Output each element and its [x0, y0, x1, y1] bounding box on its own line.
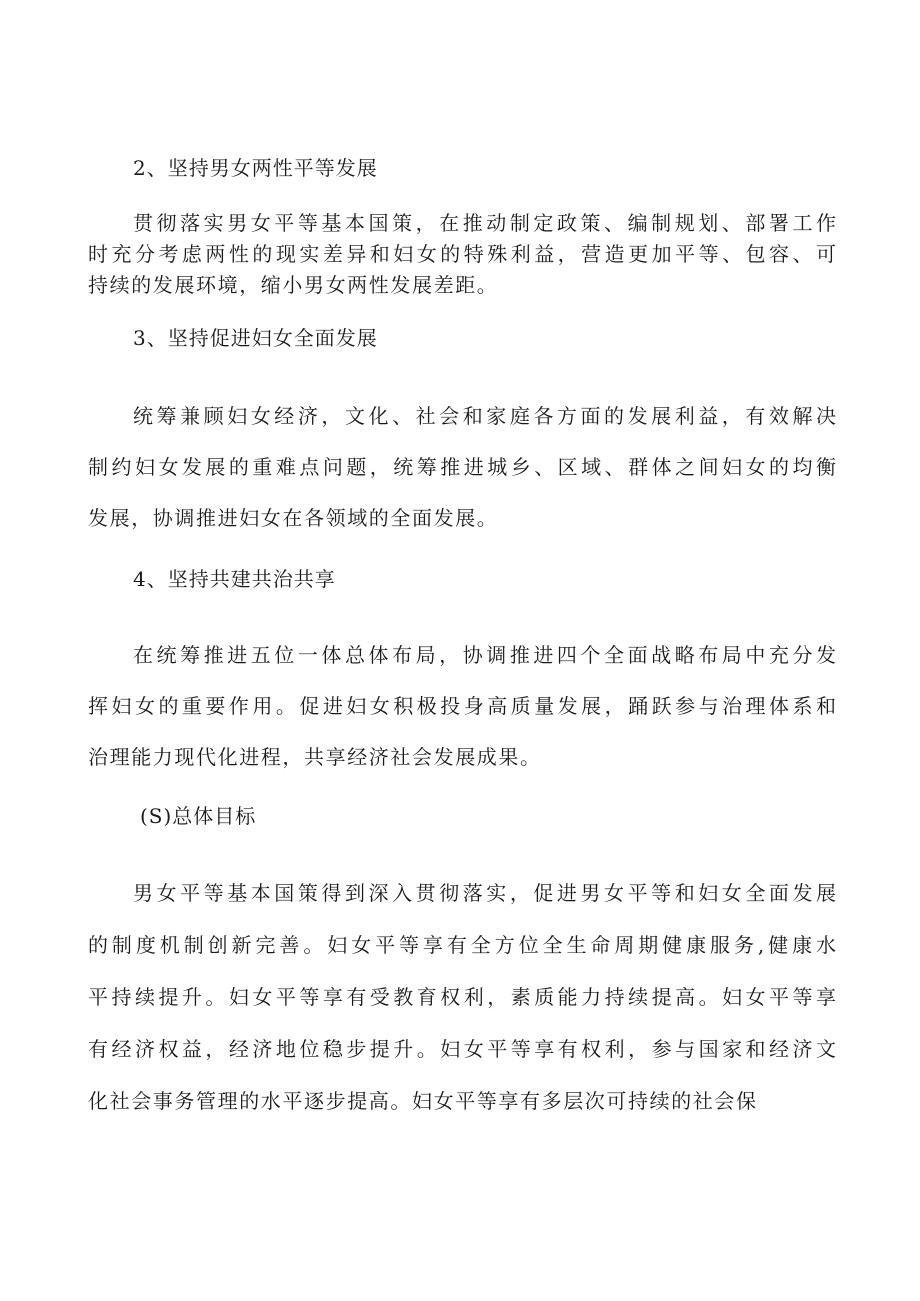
paragraph-line: 制约妇女发展的重难点问题，统筹推进城乡、区域、群体之间妇女的均衡 [88, 455, 836, 479]
paragraph-line: 统筹兼顾妇女经济，文化、社会和家庭各方面的发展利益，有效解决 [133, 404, 836, 428]
paragraph-line: 时充分考虑两性的现实差异和妇女的特殊利益，营造更加平等、包容、可 [88, 242, 836, 266]
paragraph-line: 化社会事务管理的水平逐步提高。妇女平等享有多层次可持续的社会保 [88, 1089, 758, 1113]
paragraph-line: 发展，协调推进妇女在各领域的全面发展。 [88, 506, 499, 530]
paragraph-line: 的制度机制创新完善。妇女平等享有全方位全生命周期健康服务,健康水 [88, 933, 836, 957]
paragraph-line: 挥妇女的重要作用。促进妇女积极投身高质量发展，踊跃参与治理体系和 [88, 694, 836, 718]
paragraph-line: 男女平等基本国策得到深入贯彻落实，促进男女平等和妇女全面发展 [133, 881, 836, 905]
section-heading: 2、坚持男女两性平等发展 [133, 156, 378, 180]
paragraph-line: 有经济权益，经济地位稳步提升。妇女平等享有权利，参与国家和经济文 [88, 1037, 836, 1061]
section-heading: (S)总体目标 [140, 804, 257, 828]
paragraph-line: 治理能力现代化进程，共享经济社会发展成果。 [88, 745, 542, 769]
paragraph-line: 贯彻落实男女平等基本国策，在推动制定政策、编制规划、部署工作 [133, 211, 836, 235]
paragraph-line: 持续的发展环境，缩小男女两性发展差距。 [88, 273, 499, 297]
paragraph-line: 在统筹推进五位一体总体布局，协调推进四个全面战略布局中充分发 [133, 643, 836, 667]
paragraph-line: 平持续提升。妇女平等享有受教育权利，素质能力持续提高。妇女平等享 [88, 985, 836, 1009]
section-heading: 4、坚持共建共治共享 [133, 567, 336, 591]
section-heading: 3、坚持促进妇女全面发展 [133, 326, 378, 350]
